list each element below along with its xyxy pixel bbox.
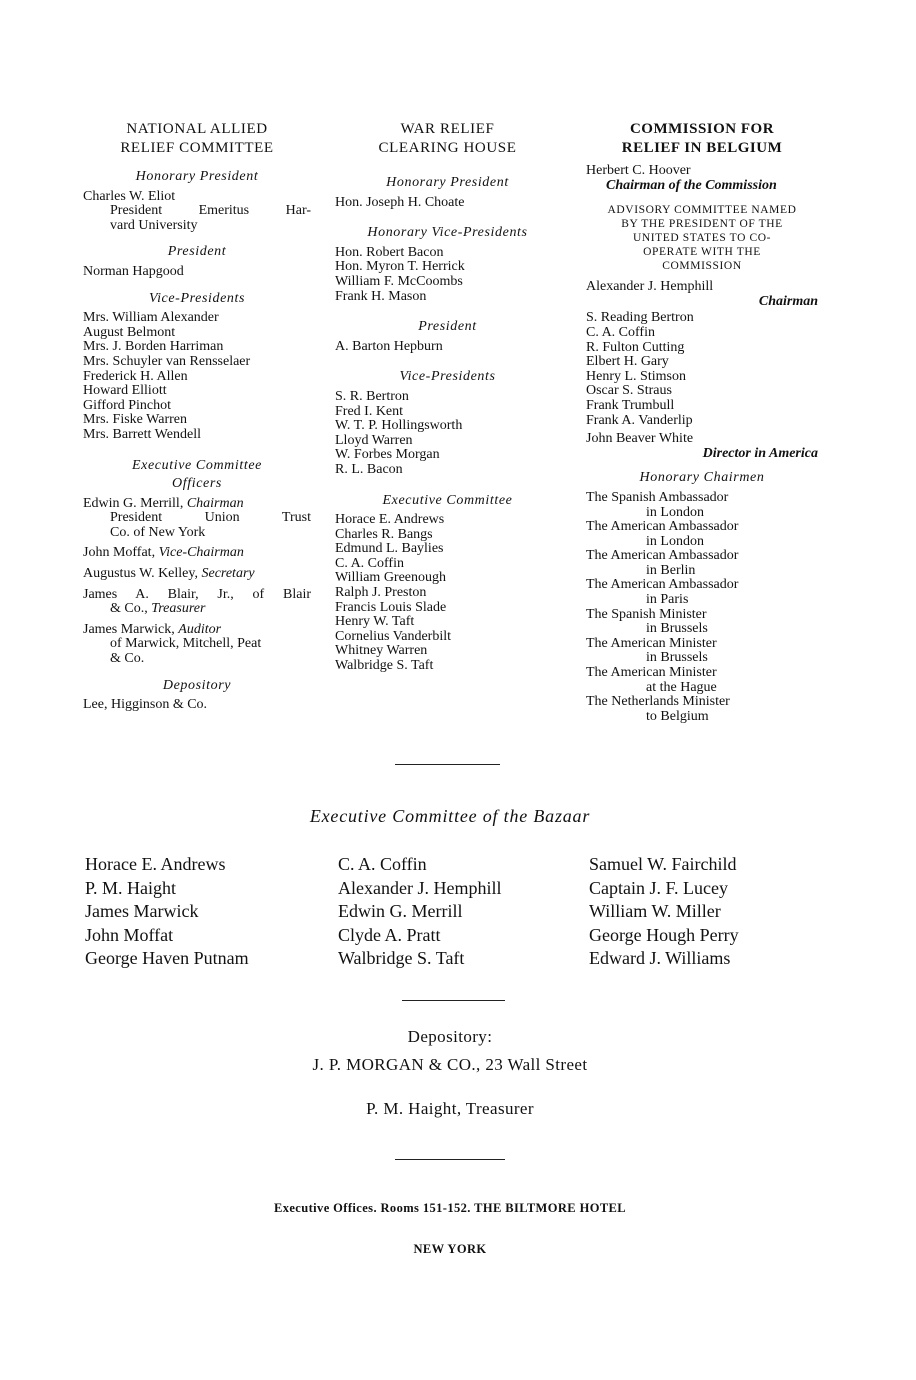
honorary-chairman-place: in Brussels xyxy=(646,621,708,637)
honorary-chairmen-list xyxy=(586,491,818,725)
bazaar-member: Edward J. Williams xyxy=(589,948,731,968)
person-title: Chairman xyxy=(758,293,818,309)
person-name: Norman Hapgood xyxy=(83,263,184,279)
person-name: William Greenough xyxy=(335,570,447,586)
officer-entry xyxy=(83,546,311,561)
officer-role: Chairman xyxy=(186,495,244,511)
officer-entry xyxy=(83,588,311,617)
advisory-line: UNITED STATES TO CO- xyxy=(632,232,772,245)
person-name: W. Forbes Morgan xyxy=(335,447,440,463)
officer-detail: & Co. xyxy=(110,651,145,667)
bazaar-member: Walbridge S. Taft xyxy=(338,948,465,968)
person-name: Henry W. Taft xyxy=(335,614,415,630)
honorary-chairman-title: The Spanish Minister xyxy=(586,606,707,622)
honorary-chairman-place: in Paris xyxy=(646,592,689,608)
officer-role: Treasurer xyxy=(151,601,206,617)
advisory-line: OPERATE WITH THE xyxy=(643,246,761,259)
advisory-committee-heading xyxy=(586,203,818,273)
person-name: William F. McCoombs xyxy=(335,273,463,289)
officer-name: Augustus W. Kelley, xyxy=(83,566,202,582)
person-name: Whitney Warren xyxy=(335,643,428,659)
officer-role: Auditor xyxy=(178,621,222,637)
honorary-chairman-place: in London xyxy=(646,533,704,549)
title-line: CLEARING HOUSE xyxy=(378,140,517,156)
advisory-line: ADVISORY COMMITTEE NAMED xyxy=(607,204,797,217)
bazaar-member: Samuel W. Fairchild xyxy=(589,854,737,874)
column-title xyxy=(83,120,311,158)
person-name: Gifford Pinchot xyxy=(83,397,172,413)
honorary-chairman-place: in Berlin xyxy=(646,562,696,578)
officer-role: Vice-Chairman xyxy=(158,545,244,561)
honorary-chairman-place: in Brussels xyxy=(646,650,708,666)
officer-name: James Marwick, xyxy=(83,621,179,637)
person-name: Frank Trumbull xyxy=(586,397,675,413)
person-name: R. L. Bacon xyxy=(335,461,403,477)
column-title xyxy=(335,120,560,158)
person-name: Alexander J. Hemphill xyxy=(586,279,714,295)
officer-detail: & Co., xyxy=(110,601,152,617)
person-name: R. Fulton Cutting xyxy=(586,339,685,355)
depository-label: Depository: xyxy=(407,1027,493,1046)
officer-entry xyxy=(83,567,311,582)
honorary-chairman-place: at the Hague xyxy=(646,679,717,695)
honorary-chairman-title: The American Ambassador xyxy=(586,548,739,564)
person-name: A. Barton Hepburn xyxy=(335,338,443,354)
bazaar-member: Captain J. F. Lucey xyxy=(589,877,729,898)
person-name: C. A. Coffin xyxy=(335,555,404,571)
bazaar-column xyxy=(589,853,739,971)
executive-offices-line: Executive Offices. Rooms 151-152. THE BILTMORE HOTEL xyxy=(273,1201,627,1215)
city-line: NEW YORK xyxy=(413,1242,487,1256)
person-name: John Beaver White xyxy=(586,431,694,447)
title-line: NATIONAL ALLIED xyxy=(126,121,268,137)
person-title: Chairman of the Commission xyxy=(606,177,777,193)
bazaar-member: George Hough Perry xyxy=(589,924,739,945)
section-heading: President xyxy=(418,319,477,335)
officer-name: John Moffat, xyxy=(83,545,159,561)
person-name: C. A. Coffin xyxy=(586,324,655,340)
officer-name: James A. Blair, Jr., of Blair xyxy=(83,586,311,602)
officer-name: Edwin G. Merrill, xyxy=(83,495,187,511)
bazaar-member: P. M. Haight xyxy=(85,877,177,898)
divider xyxy=(395,764,500,765)
section-heading: Vice-Presidents xyxy=(148,290,246,306)
person-name: Frank H. Mason xyxy=(335,288,427,304)
title-line: RELIEF COMMITTEE xyxy=(120,140,274,156)
bazaar-member: John Moffat xyxy=(85,924,174,945)
person-name: Horace E. Andrews xyxy=(335,512,445,528)
title-line: WAR RELIEF xyxy=(400,121,495,137)
depository-name: Lee, Higginson & Co. xyxy=(83,697,208,713)
section-heading: President xyxy=(167,244,227,260)
person-name: Fred I. Kent xyxy=(335,403,404,419)
person-name: Hon. Myron T. Herrick xyxy=(335,259,465,275)
section-heading: Honorary Vice-Presidents xyxy=(367,225,528,241)
section-heading: Executive Committee xyxy=(132,457,262,473)
honorary-chairman-title: The Spanish Ambassador xyxy=(586,489,729,505)
person-name: W. T. P. Hollingsworth xyxy=(335,418,463,434)
section-heading: Depository xyxy=(162,677,232,693)
person-name: Frank A. Vanderlip xyxy=(586,412,693,428)
honorary-chairman-title: The American Ambassador xyxy=(586,519,739,535)
person-name: Lloyd Warren xyxy=(335,432,413,448)
person-title: vard University xyxy=(110,217,198,233)
title-line: RELIEF IN BELGIUM xyxy=(621,140,783,156)
bazaar-member: C. A. Coffin xyxy=(338,854,427,874)
person-name: August Belmont xyxy=(83,324,176,340)
person-name: Henry L. Stimson xyxy=(586,368,686,384)
officer-detail: Co. of New York xyxy=(110,524,206,540)
bazaar-member: George Haven Putnam xyxy=(85,948,249,968)
section-heading: Honorary Chairmen xyxy=(639,470,765,486)
honorary-chairman-title: The American Ambassador xyxy=(586,577,739,593)
column-national-allied-relief-committee xyxy=(83,120,311,713)
section-heading: Honorary President xyxy=(135,169,259,184)
advisory-member-list xyxy=(586,311,818,428)
person-name: Charles W. Eliot xyxy=(83,188,176,204)
person-title: Director in America xyxy=(702,445,818,461)
person-name: Edmund L. Baylies xyxy=(335,541,444,557)
officer-entry xyxy=(83,623,311,667)
person-name: Walbridge S. Taft xyxy=(335,658,434,674)
person-name: Cornelius Vanderbilt xyxy=(335,628,452,644)
person-title: President Emeritus Har- xyxy=(110,203,311,219)
advisory-line: COMMISSION xyxy=(662,260,742,273)
person-name: Charles R. Bangs xyxy=(335,526,433,542)
bazaar-member: Alexander J. Hemphill xyxy=(338,877,502,898)
bazaar-committee-title: Executive Committee of the Bazaar xyxy=(309,806,591,826)
person-name: Mrs. Barrett Wendell xyxy=(83,426,201,442)
person-name: S. Reading Bertron xyxy=(586,310,694,326)
officer-entry xyxy=(83,497,311,541)
title-line: COMMISSION FOR xyxy=(629,121,775,137)
divider xyxy=(395,1159,505,1160)
treasurer-line: P. M. Haight, Treasurer xyxy=(366,1099,534,1118)
honorary-chairman-place: to Belgium xyxy=(646,708,709,724)
section-heading: Executive Committee xyxy=(382,492,513,508)
officer-detail: of Marwick, Mitchell, Peat xyxy=(110,636,262,652)
vice-president-list xyxy=(83,311,311,442)
honorary-chairman-title: The American Minister xyxy=(586,635,717,651)
bazaar-member: Clyde A. Pratt xyxy=(338,924,441,945)
honorary-chairman-title: The Netherlands Minister xyxy=(586,694,730,710)
person-name: Mrs. J. Borden Harriman xyxy=(83,339,224,355)
person-name: Mrs. William Alexander xyxy=(83,310,219,326)
person-name: Ralph J. Preston xyxy=(335,585,427,601)
person-name: Frederick H. Allen xyxy=(83,368,188,384)
person-name: Howard Elliott xyxy=(83,383,167,399)
bazaar-column xyxy=(338,853,501,971)
vice-president-list xyxy=(335,390,560,478)
person-name: Oscar S. Straus xyxy=(586,383,672,399)
divider xyxy=(402,1000,505,1001)
column-commission-relief-belgium xyxy=(586,120,818,724)
bazaar-member: Horace E. Andrews xyxy=(85,854,226,874)
bazaar-column xyxy=(85,853,249,971)
section-heading: Vice-Presidents xyxy=(399,369,496,385)
person-name: Hon. Joseph H. Choate xyxy=(335,194,465,210)
bazaar-member: William W. Miller xyxy=(589,901,721,921)
person-name: Mrs. Fiske Warren xyxy=(83,412,187,428)
person-name: Hon. Robert Bacon xyxy=(335,244,444,260)
advisory-line: BY THE PRESIDENT OF THE xyxy=(621,218,783,231)
person-name: Mrs. Schuyler van Rensselaer xyxy=(83,353,251,369)
column-title xyxy=(586,120,818,158)
bazaar-member: James Marwick xyxy=(85,901,199,921)
person-name: Herbert C. Hoover xyxy=(586,163,691,178)
officer-detail: President Union Trust xyxy=(110,510,311,526)
honorary-chairman-title: The American Minister xyxy=(586,665,717,681)
section-heading: Honorary President xyxy=(386,175,509,190)
honorary-vice-president-list xyxy=(335,246,560,304)
bazaar-member: Edwin G. Merrill xyxy=(338,901,463,921)
column-war-relief-clearing-house xyxy=(335,120,560,674)
person-name: Elbert H. Gary xyxy=(586,354,669,370)
officer-role: Secretary xyxy=(201,566,255,582)
executive-committee-list xyxy=(335,513,560,674)
person-name: S. R. Bertron xyxy=(335,388,409,404)
section-heading: Officers xyxy=(172,476,222,492)
honorary-chairman-place: in London xyxy=(646,504,704,520)
person-name: Francis Louis Slade xyxy=(335,599,447,615)
depository-bank: J. P. MORGAN & CO., 23 Wall Street xyxy=(312,1055,588,1074)
